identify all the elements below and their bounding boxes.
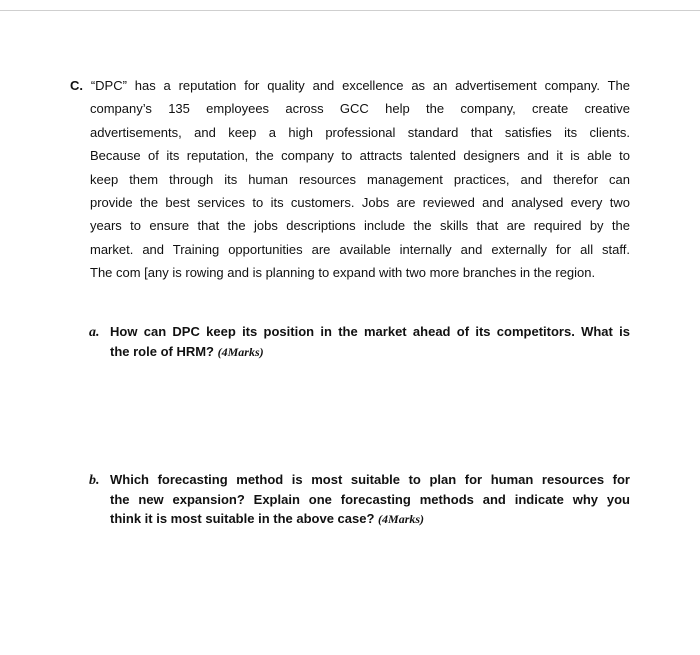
case-line: provide the best services to its customers. Jobs are reviewed and analysed every two	[90, 194, 630, 210]
question-line	[89, 470, 630, 490]
page-top-border	[0, 10, 700, 11]
case-line	[70, 74, 630, 97]
question-b	[89, 470, 630, 529]
marks-label: (4Marks)	[217, 344, 264, 359]
question-text: How can DPC keep its position in the market ahead of its competitors. What is	[110, 324, 630, 339]
question-line	[89, 322, 630, 342]
question-line	[89, 509, 630, 529]
case-line: years to ensure that the jobs descriptions include the skills that are required by the	[90, 218, 630, 234]
case-line: keep them through its human resources management practices, and therefor can	[90, 171, 630, 187]
case-text: “DPC” has a reputation for quality and excellence as an advertisement company. The	[90, 78, 630, 93]
question-line: the new expansion? Explain one forecasting methods and indicate why you	[110, 491, 630, 507]
case-line: advertisements, and keep a high professional standard that satisfies its clients.	[90, 124, 630, 140]
question-line	[89, 342, 630, 362]
question-letter: a.	[89, 325, 100, 340]
case-line: company’s 135 employees across GCC help the company, create creative	[90, 101, 630, 117]
marks-label: (4Marks)	[378, 512, 425, 526]
case-study-paragraph	[70, 74, 630, 285]
case-label: C.	[70, 78, 83, 93]
case-line: market. and Training opportunities are available internally and externally for all staff.	[90, 241, 630, 257]
question-letter: b.	[89, 473, 100, 488]
case-line: Because of its reputation, the company to attracts talented designers and it is able to	[90, 148, 630, 164]
question-text: Which forecasting method is most suitable to plan for human resources for	[110, 472, 630, 487]
question-a	[89, 322, 630, 361]
case-line: The com [any is rowing and is planning to expand with two more branches in the region.	[90, 265, 596, 281]
question-text: think it is most suitable in the above case?	[110, 511, 375, 526]
question-text: the role of HRM?	[110, 343, 214, 359]
